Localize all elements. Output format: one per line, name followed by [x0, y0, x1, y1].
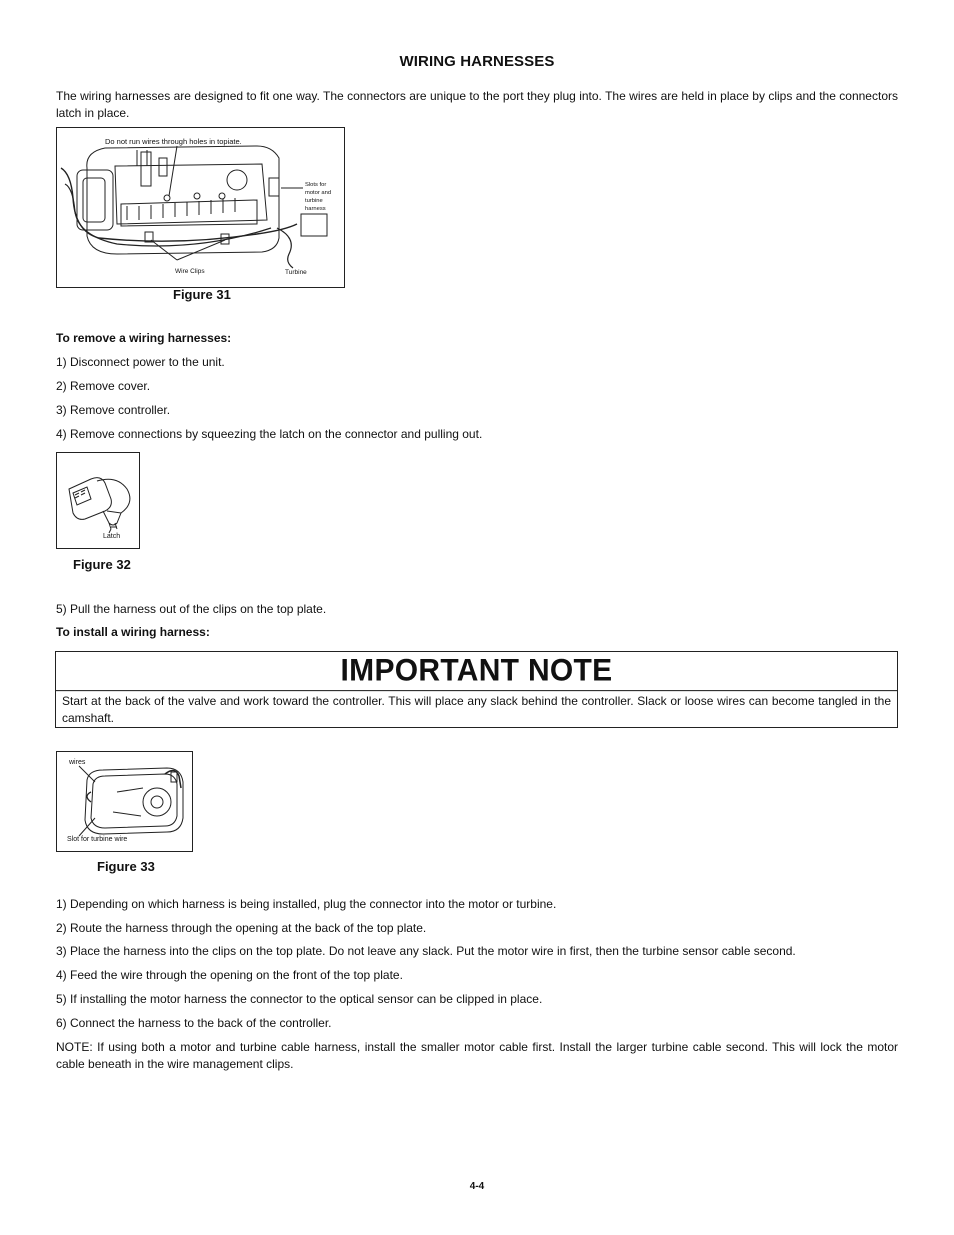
figure-32-caption: Figure 32 — [73, 557, 131, 572]
valve-top-plate-drawing — [57, 128, 343, 286]
remove-heading: To remove a wiring harnesses: — [56, 331, 232, 345]
remove-step-4: 4) Remove connections by squeezing the latch on the connector and pulling out. — [56, 427, 483, 441]
important-note-box — [55, 651, 898, 728]
page-title: WIRING HARNESSES — [399, 53, 555, 70]
connector-latch-drawing — [57, 453, 138, 547]
install-step-1: 1) Depending on which harness is being installed, plug the connector into the motor or turbine. — [56, 897, 557, 911]
label-slots-2: motor and — [305, 190, 332, 196]
install-step-4: 4) Feed the wire through the opening on the front of the top plate. — [56, 968, 403, 982]
remove-step-3: 3) Remove controller. — [56, 403, 171, 417]
label-slots-1: Slots for — [305, 182, 327, 188]
label-wire-clips: Wire Clips — [175, 268, 205, 275]
remove-step-2: 2) Remove cover. — [56, 379, 151, 393]
figure-32-image — [56, 452, 140, 549]
remove-step-1: 1) Disconnect power to the unit. — [56, 355, 225, 369]
important-note-title: IMPORTANT NOTE — [56, 651, 897, 691]
page-number: 4-4 — [469, 1181, 485, 1192]
figure-31-image — [56, 127, 345, 288]
label-slots-3: turbine — [305, 198, 323, 204]
label-latch: Latch — [103, 533, 121, 540]
important-note-body: Start at the back of the valve and work toward the controller. This will place any slack behind the controller. Slack or loose wires can become tangled in the camshaft. — [62, 694, 891, 725]
figure-33-caption: Figure 33 — [97, 859, 155, 874]
label-wires: wires — [69, 759, 86, 766]
install-step-5: 5) If installing the motor harness the connector to the optical sensor can be clipped in place. — [56, 992, 543, 1006]
label-slot-turbine-wire: Slot for turbine wire — [67, 836, 128, 843]
label-do-not-run-wires: Do not run wires through holes in topiate. — [105, 137, 242, 146]
top-plate-wires-drawing — [57, 752, 191, 850]
remove-step-5: 5) Pull the harness out of the clips on the top plate. — [56, 602, 327, 616]
intro-paragraph: The wiring harnesses are designed to fit one way. The connectors are unique to the port they plug into. The wires are held in place by clips and the connectors latch in place. — [56, 89, 898, 120]
label-turbine: Turbine — [285, 269, 307, 276]
figure-31-caption: Figure 31 — [173, 287, 231, 302]
install-heading: To install a wiring harness: — [56, 625, 210, 639]
install-step-3: 3) Place the harness into the clips on the top plate. Do not leave any slack. Put the motor wire in first, then the turbine sensor cable second. — [56, 944, 796, 958]
label-slots-4: harness — [305, 206, 326, 212]
install-step-6: 6) Connect the harness to the back of the controller. — [56, 1016, 332, 1030]
install-step-2: 2) Route the harness through the opening at the back of the top plate. — [56, 921, 427, 935]
install-note: NOTE: If using both a motor and turbine cable harness, install the smaller motor cable first. Install the larger turbine cable second. This will lock the motor cable beneath in the wire management clips. — [56, 1040, 898, 1071]
figure-33-image — [56, 751, 193, 852]
